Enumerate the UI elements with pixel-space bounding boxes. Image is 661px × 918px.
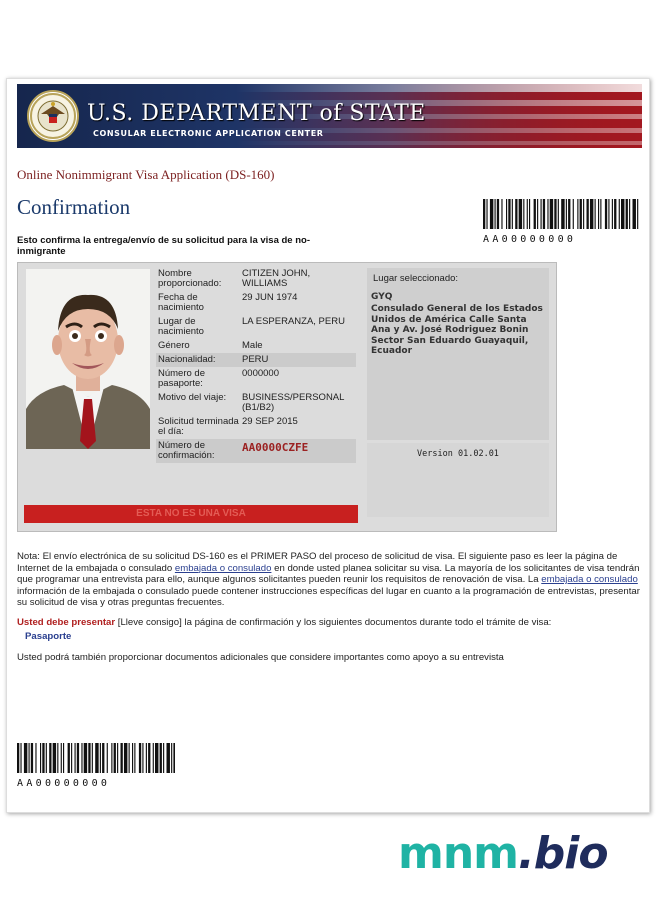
page-title: Confirmation <box>17 195 131 219</box>
barcode-graphic <box>17 743 175 773</box>
field-nationality <box>156 353 356 367</box>
field-value: PERU <box>242 354 269 365</box>
state-department-banner <box>17 84 642 148</box>
not-a-visa-banner <box>24 505 358 523</box>
field-birth-date <box>156 291 356 315</box>
confirmation-page <box>6 78 650 813</box>
note-text: Nota: El envío electrónica de su solicitud DS-160 es el PRIMER PASO del proceso de solicitud de visa. El siguiente paso es leer la página de Internet de la embajada o consulado <box>17 551 618 574</box>
barcode-number: AA00000000 <box>17 778 111 789</box>
field-value: 29 JUN 1974 <box>242 292 298 303</box>
required-document-item: Pasaporte <box>25 631 72 642</box>
next-steps-note <box>17 551 643 609</box>
field-label: Número de confirmación: <box>158 440 215 461</box>
mnm-bio-watermark-logo <box>398 826 608 882</box>
field-completion-date <box>156 415 356 439</box>
version-box <box>367 443 549 517</box>
field-label: Solicitud terminada el día: <box>158 416 239 437</box>
field-confirmation-number <box>156 439 356 463</box>
watermark-part: .bio <box>518 828 608 879</box>
field-value: LA ESPERANZA, PERU <box>242 316 345 327</box>
applicant-photo <box>26 269 150 449</box>
field-name <box>156 267 356 291</box>
field-value: CITIZEN JOHN, WILLIAMS <box>242 268 311 289</box>
location-code: GYQ <box>371 292 393 302</box>
field-value: 0000000 <box>242 368 279 379</box>
banner-department-title: U.S. DEPARTMENT of STATE <box>87 101 426 126</box>
embassy-link[interactable]: embajada o consulado <box>174 562 272 574</box>
additional-documents-note: Usted podrá también proporcionar documentos adicionales que considere importantes como apoyo a su entrevista <box>17 652 504 663</box>
note-text: información de la embajada o consulado puede contener instrucciones específicas del lugar en cuanto a la programación de entrevistas, presentar su solicitud de visa y otras preguntas frecuentes. <box>17 585 640 609</box>
field-label: Número de pasaporte: <box>158 368 205 389</box>
field-passport-number <box>156 367 356 391</box>
field-label: Fecha de nacimiento <box>158 292 204 313</box>
selected-location-box <box>367 268 549 440</box>
field-travel-purpose <box>156 391 356 415</box>
consulate-address: Consulado General de los Estados Unidos de América Calle Santa Ana y Av. José Rodriguez Bonin Sector San Eduardo Guayaquil, Ecuador <box>371 304 543 356</box>
not-a-visa-text: ESTA NO ES UNA VISA <box>136 508 246 519</box>
confirmation-number: AA0000CZFE <box>242 441 309 454</box>
barcode-graphic <box>483 199 639 229</box>
must-present-instructions <box>17 617 643 629</box>
must-present-label: Usted debe presentar <box>17 617 116 628</box>
field-value: BUSINESS/PERSONAL (B1/B2) <box>242 392 345 413</box>
field-label: Motivo del viaje: <box>158 392 227 403</box>
field-value: Male <box>242 340 263 351</box>
field-label: Género <box>158 340 190 351</box>
barcode-bottom <box>17 743 175 789</box>
field-label: Lugar de nacimiento <box>158 316 204 337</box>
field-gender <box>156 339 356 353</box>
barcode-number: AA00000000 <box>483 234 577 245</box>
department-seal-icon <box>27 90 79 142</box>
applicant-fields <box>156 267 356 463</box>
field-label: Nombre proporcionado: <box>158 268 222 289</box>
barcode-top <box>483 199 639 245</box>
version-text: Version 01.02.01 <box>417 449 499 459</box>
field-label: Nacionalidad: <box>158 354 216 365</box>
location-label: Lugar seleccionado: <box>373 273 459 284</box>
confirmation-subtitle: Esto confirma la entrega/envío de su solicitud para la visa de no-inmigrante <box>17 235 310 257</box>
field-birth-place <box>156 315 356 339</box>
banner-center-name: CONSULAR ELECTRONIC APPLICATION CENTER <box>93 129 324 138</box>
applicant-info-card <box>17 262 557 532</box>
must-present-text: [Lleve consigo] la página de confirmación y los siguientes documentos durante todo el trámite de visa: <box>115 617 552 628</box>
field-value: 29 SEP 2015 <box>242 416 298 427</box>
embassy-link[interactable]: embajada o consulado <box>541 574 638 586</box>
note-text: en donde usted planea solicitar su visa. La mayoría de los solicitantes de visa tendrán que programar una entrevista para ello, aunque algunos solicitantes pueden reunir los requisitos de renovación de visa. La <box>17 562 640 586</box>
watermark-part: mnm <box>398 828 519 879</box>
application-title: Online Nonimmigrant Visa Application (DS-160) <box>17 167 275 182</box>
